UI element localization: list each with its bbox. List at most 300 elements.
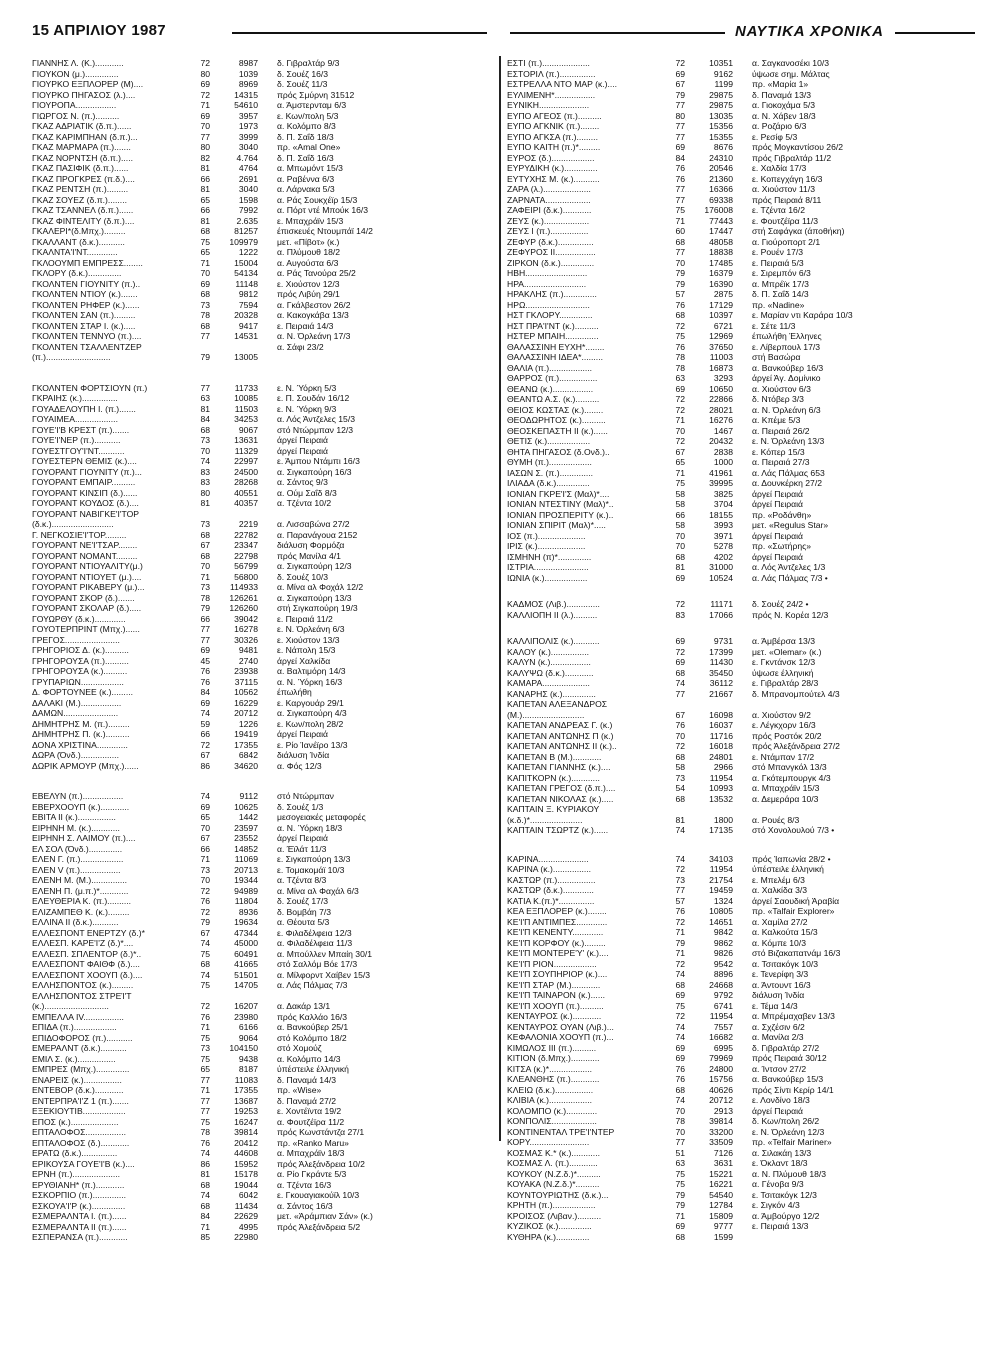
ship-entry xyxy=(32,321,497,332)
build-year: 68 xyxy=(675,551,685,562)
build-year: 67 xyxy=(200,540,210,550)
ship-name: ΓΚΟΛΝΤΕΝ ΤΣΑΛΛΕΝΤΖΕΡ xyxy=(32,341,142,352)
header-rule-center xyxy=(510,32,725,34)
ship-name: ΓΚΑΖ ΝΟΡΝΤΣΗ (δ.π.)..... xyxy=(32,152,133,163)
ship-name: ΚΙΤΙΟΝ (δ.Μπχ.)............ xyxy=(507,1053,600,1063)
position-report: α. Σχζέσιν 6/2 xyxy=(752,1021,805,1032)
position-report: ε. Ν. Όρλεάνη 13/3 xyxy=(752,436,825,446)
tonnage: 2691 xyxy=(238,173,258,184)
tonnage: 19634 xyxy=(234,917,258,927)
build-year: 78 xyxy=(200,310,210,320)
ship-entry xyxy=(507,752,972,763)
ship-entry xyxy=(507,804,972,815)
position-report: α. Ν. Ύόρκη 18/3 xyxy=(277,822,343,833)
build-year: 70 xyxy=(675,257,685,268)
ship-entry xyxy=(507,100,972,111)
ship-name: ΔΗΜΗΤΡΗΣ Μ. (π.)......... xyxy=(32,718,130,729)
tonnage: 9417 xyxy=(238,320,258,331)
build-year: 73 xyxy=(200,864,210,875)
tonnage: 19344 xyxy=(234,875,258,885)
position-report: α. Πειραιά 27/3 xyxy=(752,457,810,467)
build-year: 76 xyxy=(675,720,685,730)
ship-entry xyxy=(32,132,497,143)
ship-name: ΚΕ'Ι'Π ΧΟΟΥΠ (π.).......... xyxy=(507,1000,604,1011)
ship-entry xyxy=(507,1095,972,1106)
ship-entry xyxy=(32,1043,497,1054)
build-year: 72 xyxy=(675,741,685,751)
position-report: α. Μπαχράϊν 18/3 xyxy=(277,1148,345,1158)
position-report: α. Δεμεράρα 10/3 xyxy=(752,793,819,804)
ship-name: ΕΠΙΔΑ (π.).................. xyxy=(32,1022,117,1032)
ship-name: ΗΣΤ ΠΡΑ'Ι'ΝΤ (κ.).......... xyxy=(507,320,599,331)
position-report: α. Λάρνακα 5/3 xyxy=(277,184,335,194)
build-year: 81 xyxy=(200,403,210,414)
ship-name: ΓΟΥΕΣΤΕΡΝ ΘΕΜΙΣ (κ.).... xyxy=(32,456,137,466)
tonnage: 15004 xyxy=(234,257,258,268)
ship-name: ΗΡΩ........................... xyxy=(507,299,590,310)
build-year: 77 xyxy=(200,131,210,142)
build-year: 78 xyxy=(675,1116,685,1126)
build-year: 66 xyxy=(200,729,210,739)
tonnage: 23938 xyxy=(234,666,258,676)
position-report: στό Μπανγκόλ 13/3 xyxy=(752,762,827,772)
tonnage: 9162 xyxy=(713,68,733,79)
tonnage: 16229 xyxy=(234,697,258,708)
ship-name: ΙΟΝΙΑΝ ΣΠΙΡΙΤ (Μαλ)*..... xyxy=(507,520,606,530)
build-year: 67 xyxy=(675,79,685,89)
tonnage: 39814 xyxy=(234,1127,258,1137)
build-year: 68 xyxy=(675,667,685,678)
position-report: πρός Ν. Κορέα 12/3 xyxy=(752,609,829,620)
build-year: 67 xyxy=(675,709,685,720)
position-report: α. Ν. Όρλεάνη 17/3 xyxy=(277,331,351,341)
ship-name: ΓΡΕΓΟΣ....................... xyxy=(32,634,120,645)
position-report: δ. Π. Σαΐδ 14/3 xyxy=(752,289,809,299)
position-report: α. Μπρέμαχαβεν 13/3 xyxy=(752,1011,835,1021)
tonnage: 9812 xyxy=(238,289,258,299)
ship-entry xyxy=(507,1011,972,1022)
ship-name: ΔΗΜΗΤΡΗΣ Π. (κ.).......... xyxy=(32,729,130,739)
position-report: α. Άμστερνταμ 6/3 xyxy=(277,100,347,110)
position-report: ε. Τζέντα 16/2 xyxy=(752,205,805,215)
ship-entry xyxy=(507,1074,972,1085)
ship-name: (κ.δ.)*...................... xyxy=(507,814,583,825)
tonnage: 44608 xyxy=(234,1148,258,1158)
ship-name: ΕΛΛΕΣΠΟΝΤ ΕΝΕΡΤΖΥ (δ.)* xyxy=(32,927,145,938)
position-report: α. Παρανάγουα 2152 xyxy=(277,529,358,540)
tonnage: 3999 xyxy=(238,131,258,142)
position-report: πρ. «Nadine» xyxy=(752,299,805,310)
build-year: 73 xyxy=(675,874,685,885)
tonnage: 1039 xyxy=(238,68,258,79)
tonnage: 9112 xyxy=(239,791,258,801)
ship-entry xyxy=(32,677,497,688)
tonnage: 3957 xyxy=(238,110,258,121)
position-report: ε. Πειραιά 11/2 xyxy=(277,613,333,624)
column-divider xyxy=(499,56,501,1141)
build-year: 84 xyxy=(675,152,685,163)
build-year: 76 xyxy=(675,163,685,173)
tonnage: 12784 xyxy=(709,1200,733,1210)
tonnage: 11954 xyxy=(709,1011,733,1021)
tonnage: 17355 xyxy=(234,739,258,750)
build-year: 81 xyxy=(675,814,685,825)
ship-name: (κ.)........................... xyxy=(32,1001,109,1011)
position-report: στό Ντώρμπαν xyxy=(277,791,334,801)
build-year: 79 xyxy=(675,268,685,278)
position-report: α. Μπρέϊκ 17/3 xyxy=(752,278,809,289)
tonnage: 176008 xyxy=(704,205,733,215)
tonnage: 9842 xyxy=(713,927,733,937)
position-report: άργεί Πειραιά xyxy=(277,833,328,843)
build-year: 80 xyxy=(200,487,210,498)
position-report: ε. Χοντέϊντα 19/2 xyxy=(277,1106,342,1116)
position-report: α. Ν. Όρλεάνη 6/3 xyxy=(752,404,821,415)
ship-name: ΖΕΦΥΡΟΣ ΙΙ................. xyxy=(507,247,596,257)
ship-name: ΓΟΥΕΣΤΓΟΥ'Ι'ΝΤ........... xyxy=(32,445,125,456)
ship-entry xyxy=(507,384,972,395)
build-year: 68 xyxy=(675,751,685,762)
build-year: 77 xyxy=(675,885,685,895)
ship-entry xyxy=(507,990,972,1001)
position-report: πρός Άλεξάνδρεια 27/2 xyxy=(752,741,840,751)
ship-name: ΓΟΥΟΡΑΝΤ ΝΑΒΙΓΚΕ'Ι'ΤΟΡ xyxy=(32,508,140,519)
ship-name: ΚΕ'Ι'Π ΣΟΥΠΗΡΙΟΡ (κ.).... xyxy=(507,969,608,979)
ship-name: ΘΑΛΑΣΣΙΝΗ ΙΔΕΑ*......... xyxy=(507,352,603,362)
ship-entry xyxy=(32,342,497,353)
build-year: 70 xyxy=(675,1126,685,1137)
ship-entry xyxy=(32,1148,497,1159)
ship-name: ΕΛΛΕΣΠΟΝΤ ΦΑΙΘΦ (δ.).... xyxy=(32,959,140,969)
tonnage: 45000 xyxy=(234,938,258,948)
tonnage: 22866 xyxy=(709,394,733,404)
ship-entry xyxy=(32,1190,497,1201)
ship-entry xyxy=(32,163,497,174)
tonnage: 16247 xyxy=(234,1116,258,1127)
position-report: πρός Πειραιά 8/11 xyxy=(752,194,822,205)
ship-entry xyxy=(32,404,497,415)
position-report: ε. Ν. Ύόρκη 5/3 xyxy=(277,382,337,393)
ship-entry xyxy=(507,825,972,836)
ship-name: ΓΟΥΟΡΑΝΤ ΓΙΟΥΝΙΤΥ (π.)... xyxy=(32,466,142,477)
build-year: 72 xyxy=(675,404,685,415)
position-report: άργεί Σαουδική Άραβία xyxy=(752,895,840,906)
position-report: ε. Ν. Όρλεάνη 12/3 xyxy=(752,1126,825,1137)
tonnage: 1226 xyxy=(238,718,258,729)
ship-entry xyxy=(507,237,972,248)
ship-name: ΗΣΤΕΡ ΜΠΑΙΗ.............. xyxy=(507,331,599,341)
position-report: α. Σάφι 23/2 xyxy=(277,341,324,352)
ship-entry xyxy=(32,1211,497,1222)
ship-entry xyxy=(32,938,497,949)
ship-entry xyxy=(507,489,972,500)
ship-entry xyxy=(507,854,972,865)
position-report: πρός Καλλάο 16/3 xyxy=(277,1011,348,1022)
ship-entry xyxy=(507,1043,972,1054)
position-report: α. Τζέντα 10/2 xyxy=(277,498,332,508)
position-report: α. Τζέντα 16/3 xyxy=(277,1179,332,1190)
ship-name: ΕΠΤΑΛΟΦΟΣ (δ.)............ xyxy=(32,1137,130,1148)
listing-section xyxy=(507,599,972,620)
tonnage: 6042 xyxy=(238,1190,258,1200)
ship-name: ΙΣΤΡΙΑ....................... xyxy=(507,562,589,572)
ship-entry xyxy=(507,342,972,353)
ship-name: ΓΟΥΟΡΑΝΤ ΚΟΥΔΟΣ (δ.).... xyxy=(32,498,139,508)
position-report: α. Ν. Ύόρκη 16/3 xyxy=(277,676,343,687)
ship-entry xyxy=(32,698,497,709)
ship-name: ΓΚΟΛΝΤΕΝ ΤΕΝΝΥΟ (π.).... xyxy=(32,331,142,341)
tonnage: 13532 xyxy=(709,793,733,804)
position-report: ύπέστειλε έλληνική xyxy=(752,864,824,874)
ship-name: ΕΠΙΔΟΦΟΡΟΣ (π.)........... xyxy=(32,1032,133,1043)
tonnage: 15221 xyxy=(709,1168,733,1179)
build-year: 72 xyxy=(200,885,210,896)
build-year: 69 xyxy=(200,278,210,289)
position-report: στή Σιγκαπούρη 19/3 xyxy=(277,603,358,613)
build-year: 81 xyxy=(200,163,210,173)
ship-entry xyxy=(507,478,972,489)
ship-name: ΘΕΤΙΣ (κ.).................. xyxy=(507,436,591,446)
position-report: ε. Κόπερ 15/3 xyxy=(752,446,805,457)
ship-name: ΓΟΥΟΡΑΝΤ ΝΤΙΟΥΕΤ (μ.).... xyxy=(32,571,142,582)
tonnage: 35450 xyxy=(709,667,733,678)
ship-entry xyxy=(507,1032,972,1043)
build-year: 75 xyxy=(675,1000,685,1011)
tonnage: 14651 xyxy=(709,916,733,927)
tonnage: 18155 xyxy=(709,509,733,520)
ship-name: ΚΕ'Ι'Π ΣΤΑΡ (Μ.)............ xyxy=(507,979,601,990)
ship-name: ΚΕΑ ΕΞΠΛΟΡΕΡ (κ.)........ xyxy=(507,906,607,916)
ship-name: ΕΛΕΝ V (π.)................. xyxy=(32,864,121,875)
tonnage: 47344 xyxy=(234,927,258,938)
ship-entry xyxy=(507,896,972,907)
ship-name: ΖΑΡΝΑΤΑ................... xyxy=(507,194,591,205)
position-report: ε. Κων/πολη 5/3 xyxy=(277,110,339,121)
ship-name: ΚΑΡΙΝΑ (κ.)................ xyxy=(507,864,592,874)
build-year: 84 xyxy=(200,687,210,697)
ship-entry xyxy=(32,875,497,886)
tonnage: 20712 xyxy=(709,1095,733,1105)
ship-name: ΓΟΥΟΡΑΝΤ ΣΚΟΡ (δ.)....... xyxy=(32,592,135,603)
ship-name: ΓΡΥΠΑΡΙΩΝ.................. xyxy=(32,676,124,687)
tonnage: 9481 xyxy=(238,645,258,655)
build-year: 68 xyxy=(200,959,210,969)
position-report: α. Λισσαβώνα 27/2 xyxy=(277,519,350,529)
ship-entry xyxy=(32,970,497,981)
build-year: 68 xyxy=(200,550,210,561)
tonnage: 2219 xyxy=(238,519,258,529)
ship-name: ΕΥΠΟ ΚΑΙΤΗ (π.)*......... xyxy=(507,142,601,152)
ship-entry xyxy=(32,456,497,467)
ship-name: ΕΛΕΥΘΕΡΙΑ Κ. (π.).......... xyxy=(32,896,132,906)
ship-entry xyxy=(507,1064,972,1075)
ship-name: ΕΠΟΣ (κ.).................... xyxy=(32,1116,119,1127)
tonnage: 17135 xyxy=(709,825,733,835)
build-year: 80 xyxy=(675,110,685,121)
ship-name: ΕΛΛΕΣΠΟΝΤ ΧΟΟΥΠ (δ.).... xyxy=(32,969,143,980)
ship-entry xyxy=(507,499,972,510)
build-year: 69 xyxy=(675,990,685,1000)
build-year: 57 xyxy=(675,289,685,299)
header-rule-right xyxy=(895,32,975,34)
position-report: ε. Καργουάρ 29/1 xyxy=(277,697,344,708)
tonnage: 39814 xyxy=(709,1116,733,1126)
build-year: 71 xyxy=(675,215,685,226)
tonnage: 7126 xyxy=(713,1147,733,1158)
ship-entry xyxy=(32,645,497,656)
build-year: 74 xyxy=(200,1190,210,1200)
ship-entry xyxy=(32,991,497,1002)
tonnage: 24800 xyxy=(709,1063,733,1074)
tonnage: 7557 xyxy=(713,1021,733,1032)
ship-entry xyxy=(32,174,497,185)
ship-name: (π.)........................... xyxy=(32,352,111,362)
ship-name: ΘΑΛΑΣΣΙΝΗ ΕΥΧΗ*........ xyxy=(507,341,605,352)
ship-name: ΓΚΑΛΕΡΙ*(δ.Μπχ.)......... xyxy=(32,226,126,236)
position-report: α. Ίντσον 27/2 xyxy=(752,1063,807,1074)
ship-entry xyxy=(507,111,972,122)
position-report: α. Γένοβα 9/3 xyxy=(752,1179,804,1189)
build-year: 70 xyxy=(200,268,210,278)
ship-entry xyxy=(507,363,972,374)
position-report: πρός Λιβύη 29/1 xyxy=(277,289,340,299)
tonnage: 54540 xyxy=(709,1189,733,1200)
ship-entry xyxy=(507,58,972,69)
build-year: 70 xyxy=(200,822,210,833)
ship-entry xyxy=(32,195,497,206)
tonnage: 9777 xyxy=(713,1221,733,1231)
tonnage: 22782 xyxy=(234,529,258,540)
tonnage: 15756 xyxy=(709,1074,733,1084)
ship-name: ΕΛΛΗΣΠΟΝΤΟΣ (κ.)......... xyxy=(32,980,134,990)
position-report: έπωλήθη Έλληνες xyxy=(752,331,822,341)
ship-entry xyxy=(507,731,972,742)
tonnage: 56800 xyxy=(234,571,258,582)
ship-entry xyxy=(32,530,497,541)
ship-entry xyxy=(32,854,497,865)
listing-section xyxy=(507,58,972,583)
build-year: 77 xyxy=(200,634,210,645)
tonnage: 2838 xyxy=(713,446,733,457)
ship-name: ΕΛΙΖΑΜΠΕΘ Κ. (κ.)......... xyxy=(32,906,130,917)
ship-entry xyxy=(32,907,497,918)
position-report: α. Γκότεμπουργκ 4/3 xyxy=(752,772,831,783)
tonnage: 24668 xyxy=(709,979,733,990)
ship-name: ΚΑΛΟΥ (κ.)................ xyxy=(507,646,590,657)
ship-entry xyxy=(32,1159,497,1170)
position-report: α. Γιούροπορτ 2/1 xyxy=(752,236,821,247)
build-year: 76 xyxy=(200,1011,210,1022)
position-report: ε. Ρεσίφ 5/3 xyxy=(752,131,798,142)
position-report: ε. Άμπου Ντάμπι 16/3 xyxy=(277,456,360,466)
ship-name: ΓΚΟΛΝΤΕΝ ΓΙΟΥΝΙΤΥ (π.).. xyxy=(32,278,141,289)
ship-name: ΚΑΤΙΑ Κ.(π.)*............... xyxy=(507,895,595,906)
tonnage: 2966 xyxy=(713,762,733,772)
build-year: 72 xyxy=(200,1001,210,1011)
ship-entry xyxy=(507,875,972,886)
ship-entry xyxy=(32,666,497,677)
tonnage: 77443 xyxy=(709,215,733,226)
build-year: 83 xyxy=(200,466,210,477)
tonnage: 79969 xyxy=(709,1053,733,1063)
ship-name: ΓΚΑΖ ΦΙΝΤΕΛΙΤΥ (δ.π.).... xyxy=(32,215,135,226)
ship-entry xyxy=(32,740,497,751)
build-year: 68 xyxy=(200,424,210,435)
position-report: α. Σιλακάη 13/3 xyxy=(752,1147,812,1158)
ship-entry xyxy=(32,205,497,216)
position-report: ε. Κων/πολη 28/2 xyxy=(277,718,344,729)
tonnage: 51501 xyxy=(234,969,258,980)
ship-list-right-column xyxy=(507,58,972,1244)
ship-entry xyxy=(507,310,972,321)
tonnage: 1598 xyxy=(238,194,258,205)
ship-name: ΚΛΕΙΩ (δ.κ.)................ xyxy=(507,1084,594,1095)
tonnage: 14852 xyxy=(234,843,258,854)
build-year: 75 xyxy=(200,236,210,247)
ship-entry xyxy=(507,1169,972,1180)
build-year: 79 xyxy=(675,1189,685,1200)
build-year: 66 xyxy=(200,173,210,184)
tonnage: 9064 xyxy=(238,1032,258,1043)
ship-entry xyxy=(32,750,497,761)
position-report: στό Χονολουλού 7/3 • xyxy=(752,825,835,835)
ship-entry xyxy=(32,802,497,813)
position-report: ε. Μπαχράϊν 15/3 xyxy=(277,215,344,226)
tonnage: 1199 xyxy=(714,79,733,89)
tonnage: 6741 xyxy=(713,1000,733,1011)
ship-entry xyxy=(32,593,497,604)
build-year: 80 xyxy=(200,142,210,152)
ship-entry xyxy=(507,468,972,479)
build-year: 77 xyxy=(200,382,210,393)
tonnage: 17447 xyxy=(709,226,733,236)
tonnage: 1599 xyxy=(713,1231,733,1242)
ship-name: ΕΥΠΟ ΑΓΕΟΣ (π.).......... xyxy=(507,110,602,121)
build-year: 68 xyxy=(675,236,685,247)
build-year: 76 xyxy=(200,676,210,687)
position-report: στή Βασώρα xyxy=(752,352,801,362)
position-report: δ. Παναμά 14/3 xyxy=(277,1074,337,1085)
ship-name: ΘΕΑΝΩ (κ.)................. xyxy=(507,383,594,394)
position-report: πρός Ίαπωνία 28/2 • xyxy=(752,853,831,864)
build-year: 69 xyxy=(675,657,685,667)
ship-name: ΙΟΝΙΑΝ ΝΤΕΣΤΙΝΥ (Μαλ)*.. xyxy=(507,499,614,509)
ship-entry xyxy=(507,699,972,710)
ship-entry xyxy=(32,121,497,132)
build-year: 77 xyxy=(200,1095,210,1106)
build-year: 71 xyxy=(675,415,685,425)
ship-name: ΓΚΑΖ ΚΑΡΙΜΠΗΑΝ (δ.π.)... xyxy=(32,131,138,142)
ship-entry xyxy=(507,415,972,426)
position-report: ύψωσε έλληνική xyxy=(752,667,814,678)
position-report: ε. Τενερίφη 3/3 xyxy=(752,969,809,979)
build-year: 75 xyxy=(200,1116,210,1127)
ship-entry xyxy=(507,90,972,101)
ship-name: ΓΚΛΟΟΥΜΠ ΕΜΠΡΕΣΣ........ xyxy=(32,257,143,268)
build-year: 76 xyxy=(675,1063,685,1074)
tonnage: 20713 xyxy=(234,864,258,875)
build-year: 70 xyxy=(675,541,685,551)
ship-entry xyxy=(32,1127,497,1138)
tonnage: 2740 xyxy=(238,655,258,666)
tonnage: 4202 xyxy=(713,551,733,562)
ship-name: ΚΕΝΤΑΥΡΟΣ (κ.)............ xyxy=(507,1011,602,1021)
position-report: ε. Πειραιά 13/3 xyxy=(752,1221,809,1231)
ship-entry xyxy=(507,864,972,875)
ship-entry xyxy=(507,1221,972,1232)
position-report: α. Λός Άντζελες 15/3 xyxy=(277,414,355,424)
build-year: 68 xyxy=(200,226,210,236)
